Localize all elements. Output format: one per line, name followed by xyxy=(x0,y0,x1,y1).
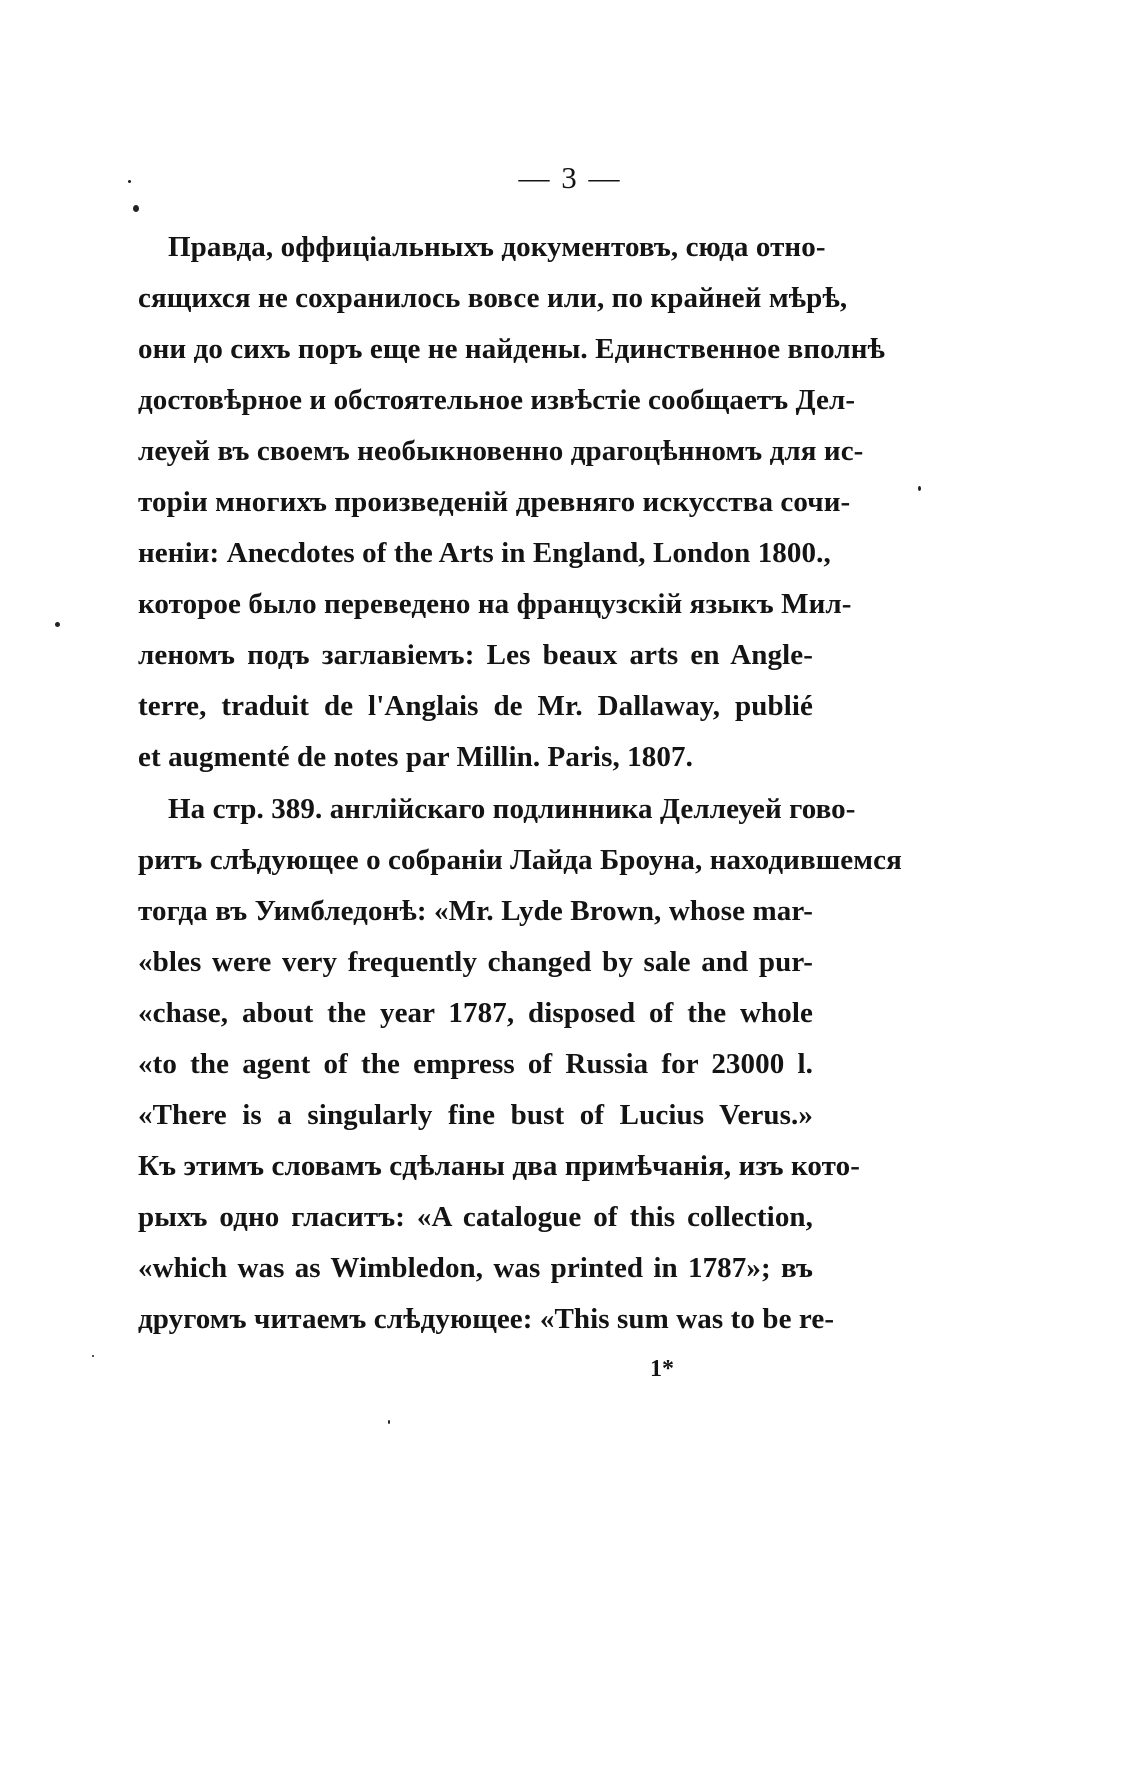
scan-speck xyxy=(918,486,921,491)
text-line: et augmenté de notes par Millin. Paris, 1807. xyxy=(138,741,693,773)
text-line: торіи многихъ произведеній древняго искусства сочи- xyxy=(138,486,851,518)
paragraph-1 xyxy=(138,222,886,783)
text-line: рыхъ одно гласитъ: «A catalogue of this collection, xyxy=(138,1201,813,1233)
page-number: — 3 — xyxy=(518,160,622,195)
text-line: тогда въ Уимбледонѣ: «Mr. Lyde Brown, whose mar- xyxy=(138,895,813,927)
text-line: они до сихъ поръ еще не найдены. Единственное вполнѣ xyxy=(138,333,886,365)
text-line: «bles were very frequently changed by sale and pur- xyxy=(138,946,813,978)
scan-speck xyxy=(55,622,60,627)
text-line: другомъ читаемъ слѣдующее: «This sum was to be re- xyxy=(138,1303,835,1335)
text-line: terre, traduit de l'Anglais de Mr. Dallaway, publié xyxy=(138,690,813,722)
paragraph-2 xyxy=(138,784,902,1345)
text-line: На стр. 389. англійскаго подлинника Деллеуей гово- xyxy=(168,793,856,825)
scan-speck xyxy=(133,205,139,212)
signature-mark: 1* xyxy=(650,1356,674,1382)
scan-speck xyxy=(388,1420,390,1424)
text-line: «There is a singularly fine bust of Lucius Verus.» xyxy=(138,1099,813,1131)
text-line: неніи: Anecdotes of the Arts in England, London 1800., xyxy=(138,537,831,569)
text-line: леномъ подъ заглавіемъ: Les beaux arts en Angle- xyxy=(138,639,813,671)
text-line: достовѣрное и обстоятельное извѣстіе сообщаетъ Дел- xyxy=(138,384,856,416)
text-line: «to the agent of the empress of Russia for 23000 l. xyxy=(138,1048,813,1080)
text-line: которое было переведено на французскій языкъ Мил- xyxy=(138,588,852,620)
text-line: «chase, about the year 1787, disposed of the whole xyxy=(138,997,813,1029)
text-line: сящихся не сохранилось вовсе или, по крайней мѣрѣ, xyxy=(138,282,848,314)
text-line: Правда, оффиціальныхъ документовъ, сюда отно- xyxy=(168,231,826,263)
scan-speck xyxy=(92,1355,94,1357)
scan-speck xyxy=(128,180,131,183)
text-line: Къ этимъ словамъ сдѣланы два примѣчанія, изъ кото- xyxy=(138,1150,860,1182)
body-text xyxy=(138,222,902,1345)
text-line: ритъ слѣдующее о собраніи Лайда Броуна, находившемся xyxy=(138,844,902,876)
text-line: леуей въ своемъ необыкновенно драгоцѣнномъ для ис- xyxy=(138,435,864,467)
text-line: «which was as Wimbledon, was printed in 1787»; въ xyxy=(138,1252,813,1284)
